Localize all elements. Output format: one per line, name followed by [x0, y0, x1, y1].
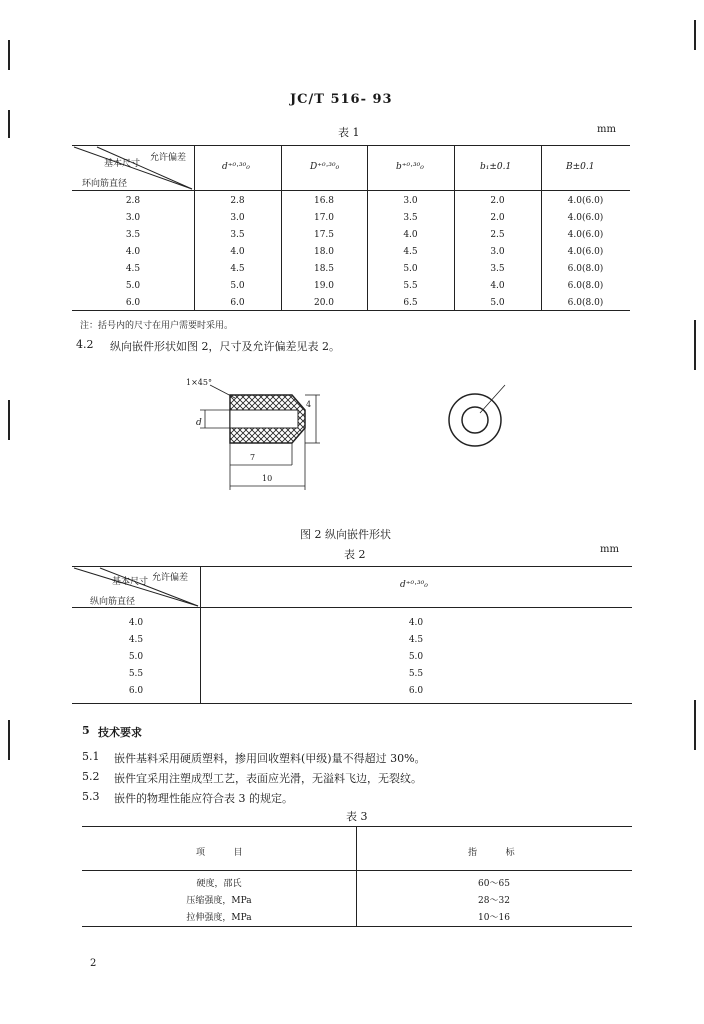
- item-5-2-number: 5.2: [82, 770, 100, 783]
- cell: 5.5: [403, 280, 418, 291]
- table3-caption: 表 3: [346, 810, 368, 823]
- table1-col-header: b₁±0.1: [480, 162, 512, 172]
- table3-header-index: 指 标: [468, 848, 515, 858]
- figure2-side-view: [180, 370, 330, 495]
- table1-unit: mm: [597, 124, 616, 135]
- cell: 2.0: [490, 195, 505, 206]
- item-5-3-text: 嵌件的物理性能应符合表 3 的规定。: [114, 792, 293, 805]
- table-row: [82, 908, 632, 925]
- cell: 压缩强度，MPa: [186, 896, 252, 906]
- table2-col-header: d⁺⁰·³⁰₀: [400, 580, 428, 590]
- margin-mark: [8, 400, 10, 440]
- cell: 4.5: [408, 634, 424, 645]
- cell: 6.0(8.0): [567, 280, 604, 291]
- page-number: 2: [90, 958, 97, 969]
- cell: 4.0(6.0): [567, 246, 604, 257]
- table1-col-header: d⁺⁰·³⁰₀: [222, 162, 250, 172]
- table1-corner-top: 允许偏差: [150, 153, 187, 163]
- rule: [72, 607, 632, 608]
- cell: 2.8: [125, 195, 141, 206]
- table1-col-header: B±0.1: [566, 162, 595, 172]
- cell: 4.0: [128, 617, 144, 628]
- cell: 60～65: [478, 879, 510, 889]
- cell: 3.0: [490, 246, 505, 257]
- cell: 4.5: [403, 246, 418, 257]
- cell: 5.0: [128, 651, 144, 662]
- margin-mark: [8, 40, 10, 70]
- cell: 17.5: [313, 229, 335, 240]
- para-4-2-text: 纵向嵌件形状如图 2，尺寸及允许偏差见表 2。: [110, 340, 340, 353]
- margin-mark: [694, 320, 696, 370]
- cell: 17.0: [313, 212, 335, 223]
- table1-col-header: D⁺⁰·³⁰₀: [310, 162, 340, 172]
- cell: 3.5: [230, 229, 245, 240]
- cell: 28～32: [478, 896, 510, 906]
- table1-col-header: b⁺⁰·³⁰₀: [396, 162, 424, 172]
- cell: 拉伸强度，MPa: [186, 913, 252, 923]
- table-row: [72, 614, 632, 631]
- margin-mark: [8, 720, 10, 760]
- cell: 2.5: [490, 229, 505, 240]
- fig2-chamfer-label: 1×45°: [186, 378, 212, 387]
- table1-corner-bottom: 环向筋直径: [82, 179, 128, 189]
- table-row: [72, 277, 630, 294]
- table1-note: 注：括号内的尺寸在用户需要时采用。: [80, 321, 234, 331]
- item-5-1-text: 嵌件基料采用硬质塑料，掺用回收塑料(甲级)量不得超过 30%。: [114, 752, 426, 765]
- table1-caption: 表 1: [338, 126, 360, 139]
- cell: 3.0: [230, 212, 245, 223]
- cell: 18.5: [313, 263, 335, 274]
- item-5-3-number: 5.3: [82, 790, 100, 803]
- document-code: JC/T 516- 93: [290, 92, 393, 107]
- cell: 6.0: [125, 297, 141, 308]
- table2-body: [72, 614, 632, 699]
- table1-corner-mid: 基本尺寸: [104, 159, 141, 169]
- cell: 5.5: [408, 668, 424, 679]
- margin-mark: [694, 700, 696, 750]
- fig2-dim7-label: 7: [250, 453, 256, 462]
- cell: 4.0(6.0): [567, 195, 604, 206]
- cell: 4.0: [125, 246, 141, 257]
- cell: 3.0: [403, 195, 418, 206]
- rule: [82, 926, 632, 927]
- table-row: [72, 631, 632, 648]
- table2-corner-bottom: 纵向筋直径: [90, 597, 136, 607]
- cell: 6.0(8.0): [567, 263, 604, 274]
- figure2-end-view: [440, 375, 520, 455]
- margin-mark: [8, 110, 10, 138]
- cell: 3.0: [125, 212, 141, 223]
- item-5-2-text: 嵌件宜采用注塑成型工艺，表面应光滑，无溢料飞边，无裂纹。: [114, 772, 422, 785]
- cell: 20.0: [313, 297, 335, 308]
- cell: 4.0(6.0): [567, 229, 604, 240]
- cell: 4.5: [128, 634, 144, 645]
- table-row: [72, 682, 632, 699]
- margin-mark: [694, 20, 696, 50]
- cell: 4.0: [230, 246, 245, 257]
- rule: [72, 190, 630, 191]
- section5-title: 技术要求: [98, 726, 142, 739]
- table2-caption: 表 2: [344, 548, 366, 561]
- rule: [82, 826, 632, 827]
- cell: 5.5: [128, 668, 144, 679]
- figure2-caption: 图 2 纵向嵌件形状: [300, 528, 391, 541]
- table-row: [82, 874, 632, 891]
- table2-corner-mid: 基本尺寸: [112, 577, 149, 587]
- table2-corner-top: 允许偏差: [152, 573, 189, 583]
- table-row: [72, 665, 632, 682]
- fig2-dim10-label: 10: [262, 474, 273, 483]
- para-4-2-number: 4.2: [76, 338, 94, 351]
- cell: 4.0: [490, 280, 505, 291]
- cell: 2.8: [230, 195, 245, 206]
- rule: [72, 703, 632, 704]
- cell: 5.0: [490, 297, 505, 308]
- cell: 4.0: [408, 617, 424, 628]
- cell: 5.0: [403, 263, 418, 274]
- table-row: [72, 226, 630, 243]
- cell: 6.0: [230, 297, 245, 308]
- cell: 4.0(6.0): [567, 212, 604, 223]
- cell: 16.8: [313, 195, 335, 206]
- table1-body: [72, 192, 630, 311]
- table2-unit: mm: [600, 544, 619, 555]
- table-row: [72, 243, 630, 260]
- cell: 4.0: [403, 229, 418, 240]
- cell: 硬度，邵氏: [196, 879, 242, 889]
- cell: 5.0: [125, 280, 141, 291]
- cell: 3.5: [490, 263, 505, 274]
- cell: 18.0: [313, 246, 335, 257]
- cell: 10～16: [478, 913, 510, 923]
- table-row: [72, 192, 630, 209]
- cell: 4.5: [125, 263, 141, 274]
- table-row: [72, 260, 630, 277]
- cell: 3.5: [403, 212, 418, 223]
- cell: 6.0(8.0): [567, 297, 604, 308]
- cell: 6.0: [128, 685, 144, 696]
- table-row: [72, 209, 630, 226]
- cell: 5.0: [230, 280, 245, 291]
- table-row: [82, 891, 632, 908]
- cell: 19.0: [313, 280, 335, 291]
- cell: 5.0: [408, 651, 424, 662]
- item-5-1-number: 5.1: [82, 750, 100, 763]
- table-row: [72, 294, 630, 311]
- fig2-d-label: d: [196, 418, 202, 428]
- fig2-dim4-label: 4: [306, 400, 312, 409]
- table3-body: [82, 874, 632, 925]
- cell: 6.0: [408, 685, 424, 696]
- table3-header-item: 项 目: [196, 848, 243, 858]
- cell: 4.5: [230, 263, 245, 274]
- section5-number: 5: [82, 724, 90, 737]
- rule: [82, 870, 632, 871]
- cell: 6.5: [403, 297, 418, 308]
- cell: 3.5: [125, 229, 141, 240]
- cell: 2.0: [490, 212, 505, 223]
- table-row: [72, 648, 632, 665]
